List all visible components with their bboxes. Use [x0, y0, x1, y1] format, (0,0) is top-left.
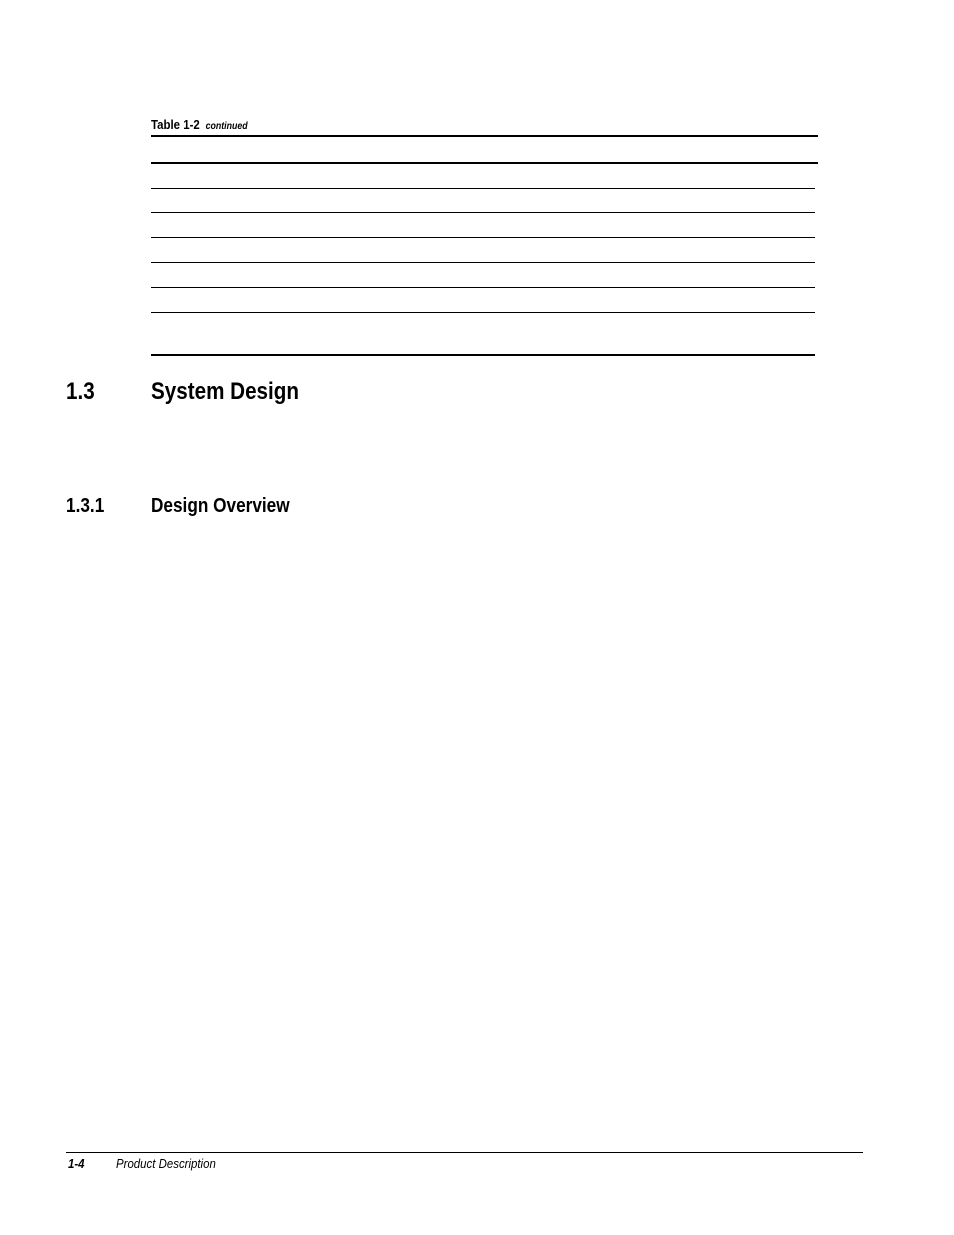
table-top-rule	[151, 135, 818, 137]
table-caption	[151, 117, 248, 132]
section-title: System Design	[151, 378, 299, 405]
table-row-divider	[151, 262, 815, 263]
subsection-title: Design Overview	[151, 495, 290, 517]
table-bottom-rule	[151, 354, 815, 356]
footer-page-number: 1-4	[68, 1156, 85, 1171]
table-row-divider	[151, 287, 815, 288]
table-caption-continued: continued	[205, 121, 248, 132]
table-header-rule	[151, 162, 818, 164]
section-number: 1.3	[66, 378, 95, 405]
table-caption-label: Table 1-2	[151, 117, 200, 132]
table-row-divider	[151, 212, 815, 213]
footer-rule	[66, 1152, 863, 1153]
table-row-divider	[151, 312, 815, 313]
subsection-number: 1.3.1	[66, 495, 105, 517]
footer-title: Product Description	[116, 1156, 216, 1171]
table-row-divider	[151, 237, 815, 238]
table-row-divider	[151, 188, 815, 189]
